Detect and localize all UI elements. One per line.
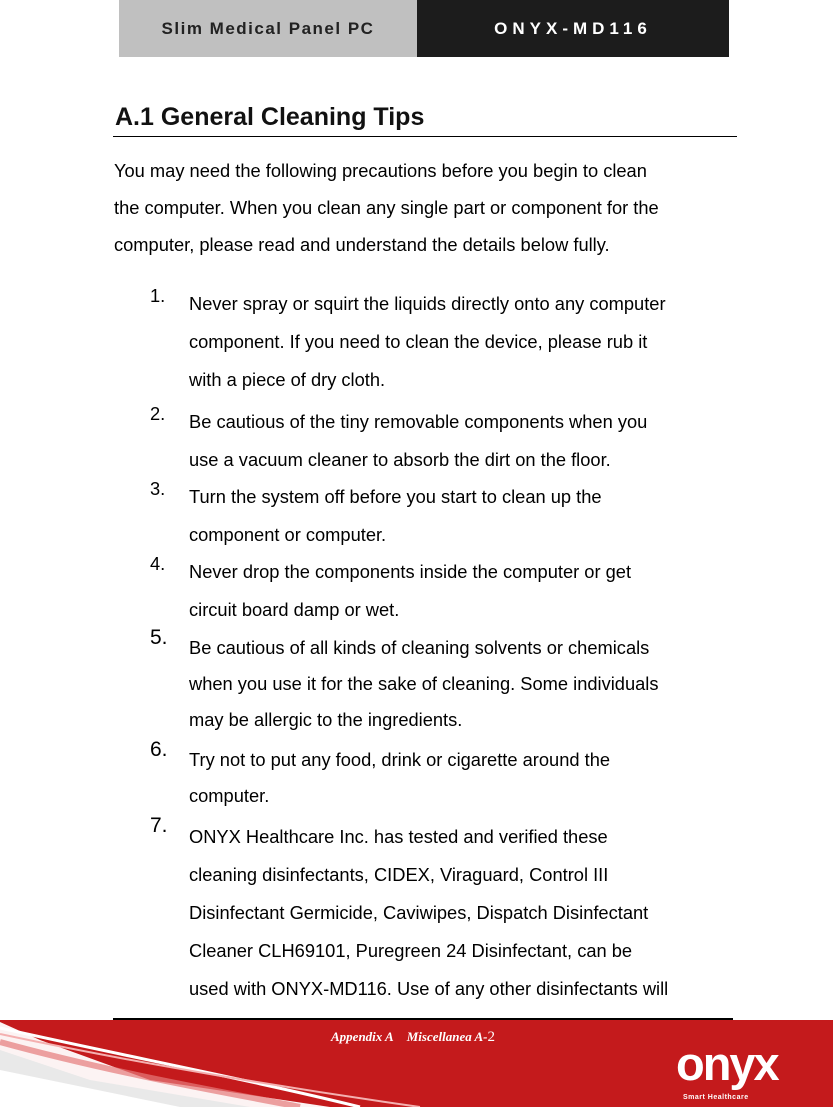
title-underline xyxy=(113,136,737,137)
item-line: Never spray or squirt the liquids directly onto any computer xyxy=(189,293,666,314)
list-item xyxy=(150,403,740,479)
section-title: A.1 General Cleaning Tips xyxy=(115,103,425,131)
page-number: 2 xyxy=(487,1029,495,1045)
item-number: 5. xyxy=(150,626,168,649)
intro-line: the computer. When you clean any single part or component for the xyxy=(114,197,659,218)
item-line: when you use it for the sake of cleaning. Some individuals xyxy=(189,673,659,694)
item-line: Turn the system off before you start to clean up the xyxy=(189,486,602,507)
item-line: cleaning disinfectants, CIDEX, Viraguard, Control III xyxy=(189,864,609,885)
list-item xyxy=(150,626,740,738)
item-line: computer. xyxy=(189,785,270,806)
item-number: 1. xyxy=(150,285,166,306)
item-line: Disinfectant Germicide, Caviwipes, Dispatch Disinfectant xyxy=(189,902,649,923)
list-item xyxy=(150,553,740,629)
item-line: ONYX Healthcare Inc. has tested and verified these xyxy=(189,826,608,847)
list-item xyxy=(150,814,740,1008)
intro-paragraph xyxy=(114,152,739,263)
list-item xyxy=(150,285,740,399)
footer-page-label xyxy=(331,1029,495,1046)
item-line: with a piece of dry cloth. xyxy=(189,369,386,390)
logo-tagline: Smart Healthcare xyxy=(683,1094,749,1101)
footer-section: Miscellanea A- xyxy=(406,1029,488,1044)
item-number: 3. xyxy=(150,478,166,499)
item-number: 6. xyxy=(150,738,168,761)
item-line: component. If you need to clean the device, please rub it xyxy=(189,331,648,352)
item-line: component or computer. xyxy=(189,524,387,545)
list-item xyxy=(150,738,740,814)
list-item xyxy=(150,478,740,554)
footer-appendix: Appendix A xyxy=(331,1029,394,1044)
item-line: circuit board damp or wet. xyxy=(189,599,400,620)
header-model: ONYX-MD116 xyxy=(417,0,729,57)
item-line: Be cautious of the tiny removable components when you xyxy=(189,411,648,432)
intro-line: computer, please read and understand the details below fully. xyxy=(114,234,610,255)
item-line: may be allergic to the ingredients. xyxy=(189,709,463,730)
item-number: 4. xyxy=(150,553,166,574)
header-product-line: Slim Medical Panel PC xyxy=(119,0,417,57)
item-line: used with ONYX-MD116. Use of any other disinfectants will xyxy=(189,978,669,999)
item-line: use a vacuum cleaner to absorb the dirt on the floor. xyxy=(189,449,611,470)
item-line: Never drop the components inside the computer or get xyxy=(189,561,632,582)
item-line: Try not to put any food, drink or cigarette around the xyxy=(189,749,611,770)
item-number: 2. xyxy=(150,403,166,424)
item-line: Be cautious of all kinds of cleaning solvents or chemicals xyxy=(189,637,650,658)
item-line: Cleaner CLH69101, Puregreen 24 Disinfectant, can be xyxy=(189,940,633,961)
item-number: 7. xyxy=(150,814,168,837)
onyx-logo: onyx xyxy=(676,1037,778,1090)
page-footer xyxy=(0,1020,833,1107)
intro-line: You may need the following precautions before you begin to clean xyxy=(114,160,647,181)
